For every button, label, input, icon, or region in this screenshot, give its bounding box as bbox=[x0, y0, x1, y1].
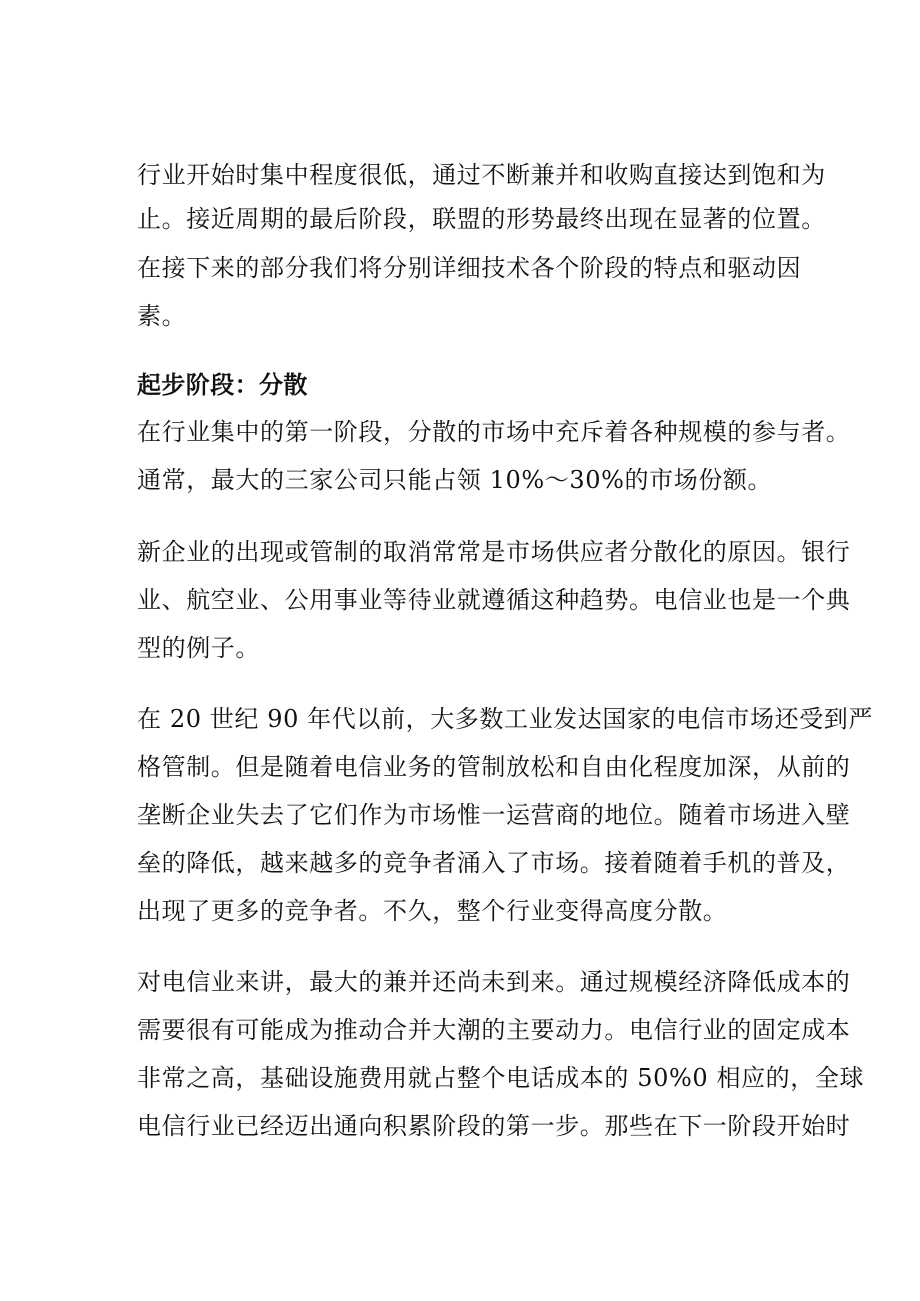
paragraph3-line-4: 垒的降低，越来越多的竞争者涌入了市场。接着随着手机的普及， bbox=[137, 849, 851, 877]
paragraph4-line-4: 电信行业已经迈出通向积累阶段的第一步。那些在下一阶段开始时 bbox=[137, 1112, 851, 1140]
paragraph1-line-1: 在行业集中的第一阶段，分散的市场中充斥着各种规模的参与者。 bbox=[137, 418, 851, 446]
intro-line-1: 行业开始时集中程度很低，通过不断兼并和收购直接达到饱和为 bbox=[137, 161, 826, 189]
section-heading: 起步阶段：分散 bbox=[137, 371, 308, 399]
paragraph4-line-3: 非常之高，基础设施费用就占整个电话成本的 50%0 相应的，全球 bbox=[137, 1064, 865, 1092]
paragraph3-line-1: 在 20 世纪 90 年代以前，大多数工业发达国家的电信市场还受到严 bbox=[137, 705, 873, 733]
paragraph3-line-5: 出现了更多的竞争者。不久，整个行业变得高度分散。 bbox=[137, 897, 728, 925]
paragraph3-line-2: 格管制。但是随着电信业务的管制放松和自由化程度加深，从前的 bbox=[137, 753, 851, 781]
paragraph4-line-1: 对电信业来讲，最大的兼并还尚未到来。通过规模经济降低成本的 bbox=[137, 968, 851, 996]
intro-line-2: 止。接近周期的最后阶段，联盟的形势最终出现在显著的位置。 bbox=[137, 205, 826, 233]
paragraph2-line-3: 型的例子。 bbox=[137, 634, 260, 662]
paragraph1-line-2: 通常，最大的三家公司只能占领 10%～30%的市场份额。 bbox=[137, 466, 773, 494]
paragraph2-line-2: 业、航空业、公用事业等待业就遵循这种趋势。电信业也是一个典 bbox=[137, 586, 851, 614]
intro-line-3: 在接下来的部分我们将分别详细技术各个阶段的特点和驱动因 bbox=[137, 254, 802, 282]
paragraph2-line-1: 新企业的出现或管制的取消常常是市场供应者分散化的原因。银行 bbox=[137, 538, 851, 566]
paragraph3-line-3: 垄断企业失去了它们作为市场惟一运营商的地位。随着市场进入壁 bbox=[137, 801, 851, 829]
paragraph4-line-2: 需要很有可能成为推动合并大潮的主要动力。电信行业的固定成本 bbox=[137, 1016, 851, 1044]
intro-line-4: 素。 bbox=[137, 302, 187, 330]
